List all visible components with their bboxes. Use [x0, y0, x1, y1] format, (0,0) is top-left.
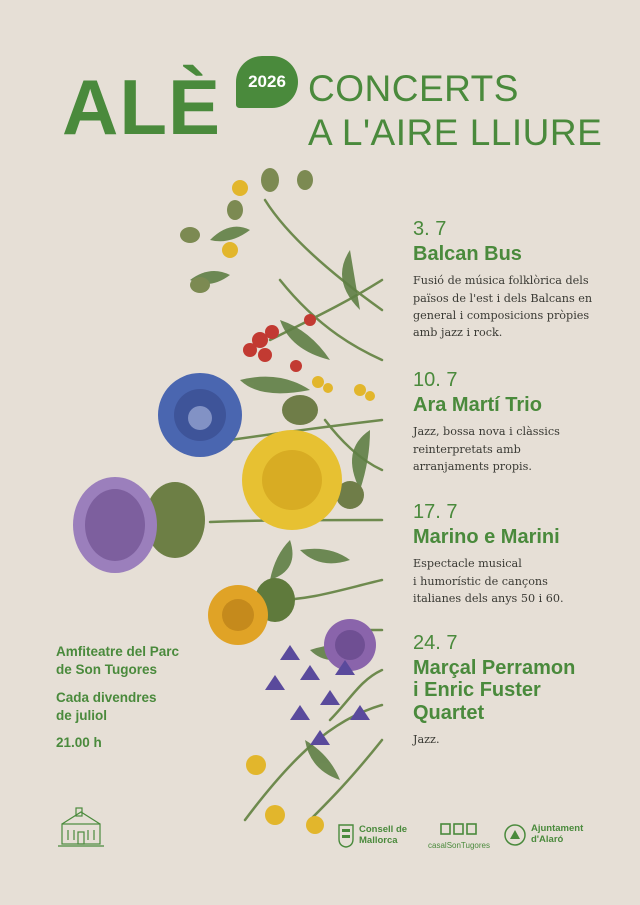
event-date: 3. 7	[413, 218, 447, 240]
event-date: 10. 7	[413, 369, 458, 391]
year-badge: 2026	[236, 56, 298, 108]
venue-days-line: de juliol	[56, 707, 108, 723]
event-name-line: Marçal Perramon	[413, 657, 576, 679]
event-description	[413, 555, 628, 607]
botanical-illustration	[60, 160, 390, 850]
purple-thistle-large	[73, 477, 157, 573]
consell-text-line: Consell de	[359, 824, 408, 836]
event-description-line: reinterpretats amb	[413, 442, 521, 456]
casal-logo	[426, 822, 492, 850]
event-date: 17. 7	[413, 501, 458, 523]
event-description-line: arranjaments propis.	[413, 460, 532, 474]
ajuntament-logo	[504, 824, 583, 846]
event-description-line: països de l'est i dels Balcans en	[413, 291, 593, 305]
event-name-line: Balcan Bus	[413, 243, 522, 265]
venue-days-line: Cada divendres	[56, 690, 157, 705]
consell-shield-icon	[338, 824, 354, 848]
event-description-line: Jazz, bossa nova i clàssics	[413, 425, 560, 439]
orange-flower	[208, 585, 268, 645]
event-3	[413, 502, 628, 607]
event-1	[413, 219, 628, 342]
event-description-line: i humorístic de cançons	[413, 574, 548, 588]
event-description-line: Espectacle musical	[413, 557, 522, 571]
venue-place-line: Amfiteatre del Parc	[56, 644, 180, 659]
ajuntament-text	[531, 824, 583, 846]
ajuntament-seal-icon	[504, 824, 526, 846]
event-name	[413, 394, 628, 416]
title-line-1: CONCERTS	[308, 68, 519, 109]
casal-text: casalSonTugores	[428, 841, 490, 850]
yellow-flower	[242, 430, 342, 530]
purple-thistle-small	[324, 619, 376, 671]
title-line-2: A L'AIRE LLIURE	[308, 112, 603, 153]
event-name	[413, 243, 628, 265]
brand-title: ALÈ	[62, 63, 221, 151]
event-date: 24. 7	[413, 632, 458, 654]
building-logo-icon	[58, 806, 104, 850]
event-description-line: amb jazz i rock.	[413, 326, 503, 340]
event-description	[413, 423, 628, 475]
event-name-line: Ara Martí Trio	[413, 394, 542, 416]
event-2	[413, 370, 628, 475]
venue-place-line: de Son Tugores	[56, 661, 158, 677]
event-name-line: Quartet	[413, 701, 485, 724]
ajuntament-text-line: Ajuntament	[531, 823, 584, 835]
event-name-line: Marino e Marini	[413, 526, 560, 548]
event-description-line: general i composicions pròpies	[413, 309, 590, 323]
event-name	[413, 526, 628, 548]
blue-cornflower	[158, 373, 242, 457]
event-description	[413, 272, 628, 341]
event-name-line: i Enric Fuster	[413, 679, 541, 702]
event-description-line: italianes dels anys 50 i 60.	[413, 592, 564, 606]
event-name	[413, 657, 628, 724]
event-4	[413, 633, 628, 749]
casal-logo-icon	[439, 822, 479, 836]
consell-logo	[338, 824, 407, 848]
venue-time: 21.00 h	[56, 735, 102, 750]
event-description-line: Jazz.	[413, 733, 440, 747]
ajuntament-text-line: d'Alaró	[531, 834, 564, 845]
venue-place	[56, 643, 179, 679]
consell-text	[359, 825, 407, 847]
venue-days	[56, 689, 157, 725]
event-description	[413, 731, 628, 748]
event-description-line: Fusió de música folklòrica dels	[413, 274, 589, 288]
consell-text-line: Mallorca	[359, 835, 398, 846]
